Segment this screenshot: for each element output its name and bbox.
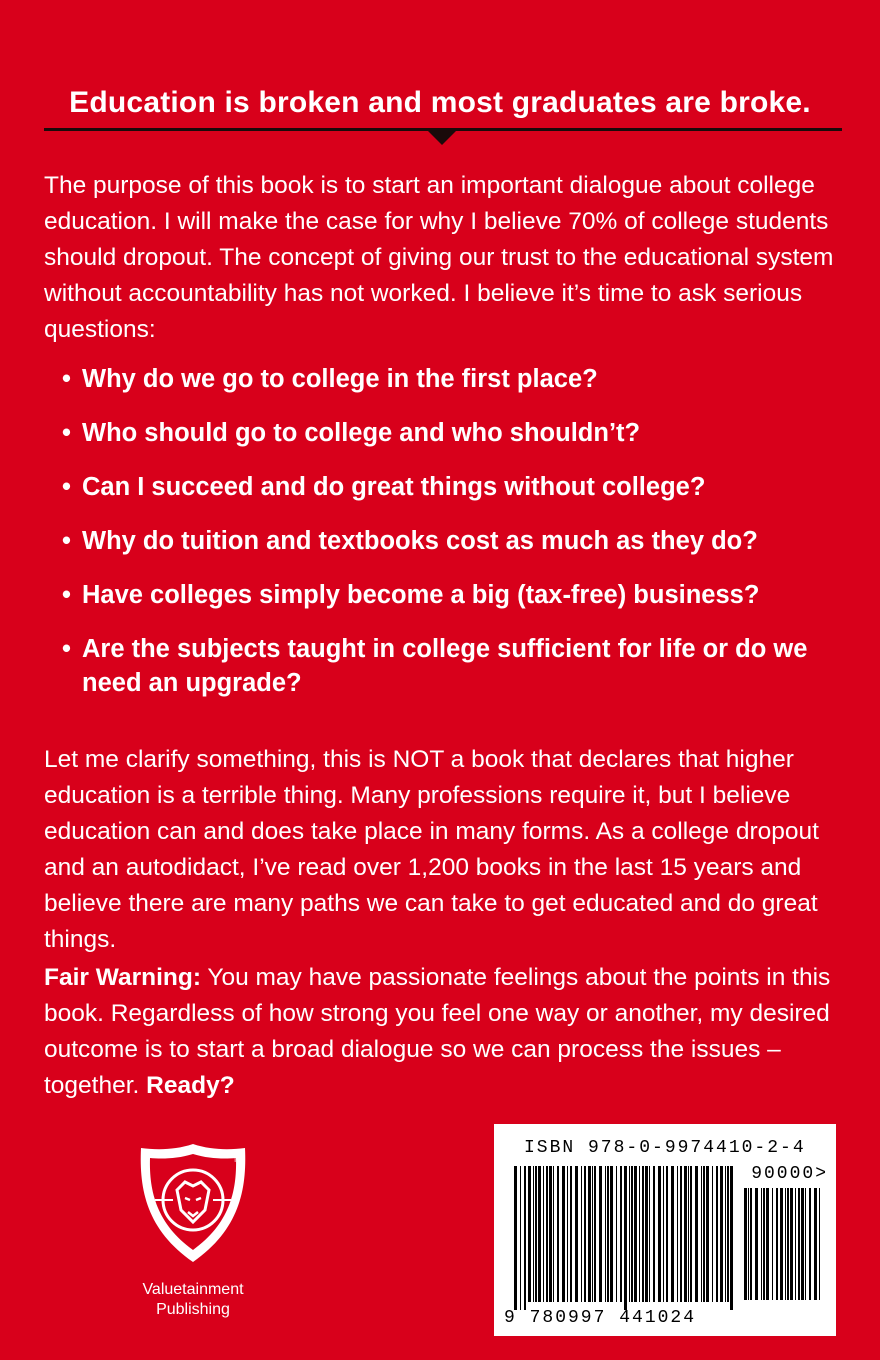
addon-barcode-icon [744,1188,824,1300]
barcode-bar [761,1188,762,1300]
barcode-bar [588,1166,591,1302]
publisher-name-line1: Valuetainment [142,1281,244,1298]
barcode-bar [570,1166,572,1302]
barcode-bar [809,1188,811,1300]
barcode-bar [750,1188,752,1300]
barcode-bar [567,1166,568,1302]
barcode-bar [744,1188,747,1300]
price-code: 90000> [751,1164,828,1184]
question-text: Why do we go to college in the first place? [82,365,598,393]
warning-label: Fair Warning: [44,964,201,991]
barcode-bar [663,1166,664,1302]
barcode-bar [727,1166,729,1302]
barcode-bar [549,1166,552,1302]
barcode-bar [695,1166,698,1302]
barcode-bar [790,1188,793,1300]
barcode-bar [763,1188,765,1300]
barcode-bar [575,1166,578,1302]
barcode-bar [776,1188,778,1300]
question-list [62,362,862,720]
barcode-bar [798,1188,800,1300]
barcode-bar [535,1166,537,1302]
barcode-bar [620,1166,622,1302]
isbn-text: ISBN 978-0-9974410-2-4 [524,1138,806,1158]
barcode-bar [543,1166,544,1302]
barcode-bar [533,1166,534,1302]
barcode-bar [645,1166,648,1302]
barcode-bar [584,1166,586,1302]
warning-paragraph [44,960,844,1104]
question-item [62,524,862,558]
barcode-bar [805,1188,806,1300]
barcode-bar [671,1166,674,1302]
barcode-bar [785,1188,786,1300]
question-text: Are the subjects taught in college sufficient for life or do we need an upgrade? [82,635,808,697]
barcode-bar [557,1166,559,1302]
barcode-bar [562,1166,565,1302]
question-text: Who should go to college and who shouldn’t? [82,419,641,447]
ean-barcode-icon [514,1166,736,1310]
barcode-bar [677,1166,678,1302]
barcode-bar [801,1188,804,1300]
question-item [62,578,862,612]
publisher-block [128,1140,258,1320]
barcode-bar [706,1166,709,1302]
barcode-bar [599,1166,602,1302]
barcode-bar [592,1166,593,1302]
barcode-bar [725,1166,726,1302]
barcode-bar [755,1188,758,1300]
barcode-bar [624,1166,627,1310]
barcode-bar [605,1166,606,1302]
barcode-bar [690,1166,692,1302]
question-item [62,362,862,396]
barcode-bar [653,1166,655,1302]
barcode-bar [528,1166,531,1302]
barcode-bar [814,1188,817,1300]
question-item [62,632,862,700]
trademark-mark: TM [233,1157,244,1164]
barcode-bar [631,1166,633,1302]
barcode-bar [703,1166,705,1302]
barcode-bar [720,1166,723,1302]
barcode-bar [642,1166,644,1302]
barcode-bar [680,1166,682,1302]
barcode-bar [684,1166,687,1302]
barcode-bar [538,1166,541,1302]
barcode-bar [795,1188,796,1300]
warning-text: You may have passionate feelings about the points in this book. Regardless of how strong you feel one way or another, my desired outcome is to start a broad dialogue so we can process the issues – together. [44,964,831,1099]
barcode-bar [581,1166,582,1302]
barcode-bar [787,1188,789,1300]
barcode-bar [748,1188,749,1300]
headline-pointer-icon [427,130,457,145]
barcode-bar [666,1166,668,1302]
barcode-bar [629,1166,630,1302]
lion-shield-logo-icon [133,1140,253,1266]
barcode-bar [772,1188,773,1300]
barcode-bar [649,1166,650,1302]
barcode-bar [607,1166,609,1302]
question-item [62,416,862,450]
barcode-bar [716,1166,718,1302]
barcode-bar [546,1166,548,1302]
barcode-bar [819,1188,820,1300]
barcode-bar [730,1166,733,1310]
barcode-bar [610,1166,613,1302]
barcode-bar [514,1166,517,1310]
clarify-paragraph: Let me clarify something, this is NOT a book that declares that higher education is a terrible thing. Many professions require it, but I believe education can and does take place in many forms. As a college dropout and an autodidact, I’ve read over 1,200 books in the last 15 years and believe there are many paths we can take to get educated and do great things. [44,746,819,953]
barcode-bar [594,1166,596,1302]
warning-closing: Ready? [146,1072,235,1099]
barcode-bar [780,1188,783,1300]
barcode-box [494,1124,836,1336]
barcode-bar [524,1166,526,1310]
barcode-bar [639,1166,640,1302]
barcode-bar [553,1166,554,1302]
ean-digits: 9 780997 441024 [504,1308,697,1328]
question-text: Why do tuition and textbooks cost as much as they do? [82,527,758,555]
barcode-bar [520,1166,521,1310]
question-item [62,470,862,504]
barcode-bar [634,1166,637,1302]
question-text: Have colleges simply become a big (tax-free) business? [82,581,760,609]
barcode-bar [766,1188,769,1300]
intro-paragraph: The purpose of this book is to start an important dialogue about college education. I will make the case for why I believe 70% of college students should dropout. The concept of giving our trust to the educational system without accountability has not worked. I believe it’s time to ask serious questions: [44,172,834,343]
barcode-bar [658,1166,661,1302]
publisher-name-line2: Publishing [156,1301,230,1318]
barcode-bar [688,1166,689,1302]
barcode-bar [712,1166,713,1302]
barcode-bar [701,1166,702,1302]
question-text: Can I succeed and do great things without college? [82,473,706,501]
barcode-bar [616,1166,617,1302]
headline: Education is broken and most graduates are broke. [69,86,811,119]
